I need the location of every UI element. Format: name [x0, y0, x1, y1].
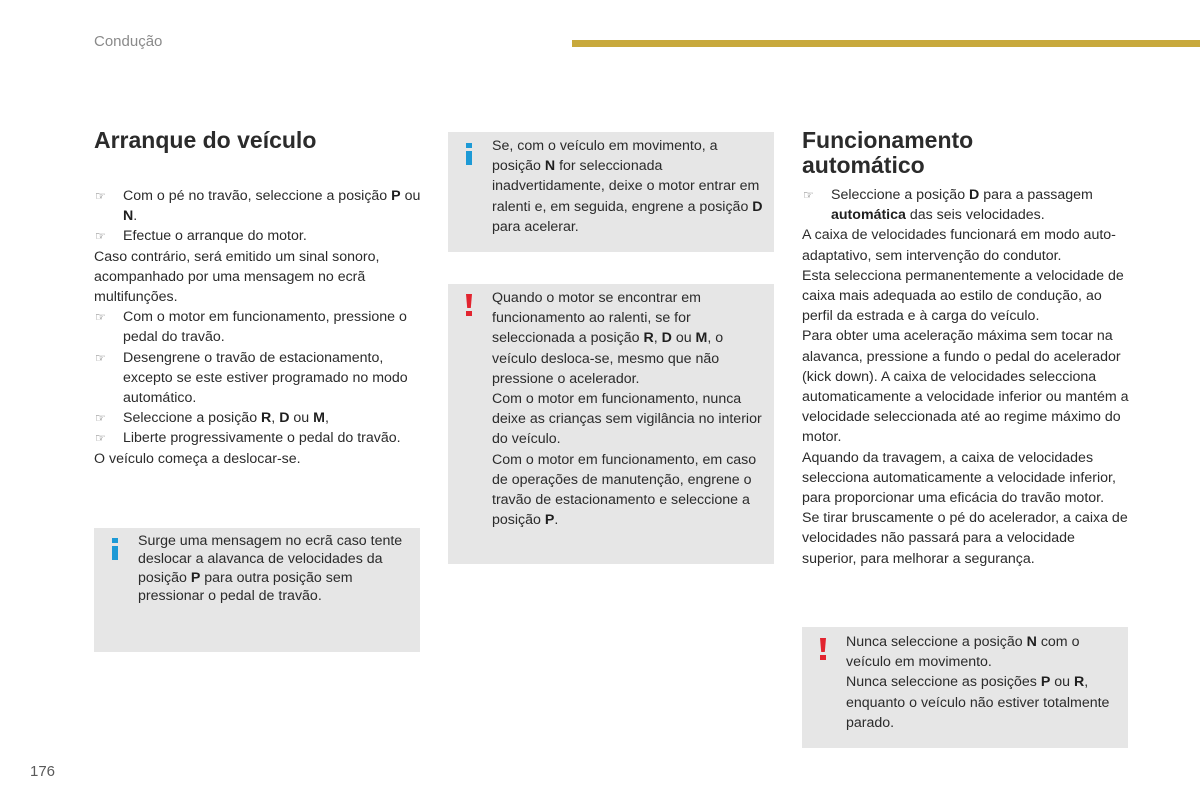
info-icon [112, 538, 118, 560]
warning-text: Nunca seleccione as posições P ou R, enquanto o veículo não estiver totalmente parado. [846, 674, 1110, 731]
warning-text: Nunca seleccione a posição N com o veículo em movimento. [846, 634, 1080, 671]
section-title-automatic: Funcionamento automático [802, 127, 974, 178]
list-item: ☞ Efectue o arranque do motor. [94, 226, 422, 246]
section-title-starting: Arranque do veículo [94, 127, 317, 153]
right-column [802, 128, 1130, 569]
paragraph: O veículo começa a deslocar-se. [94, 450, 301, 467]
finger-pointer-icon: ☞ [95, 431, 106, 446]
header-rule [572, 40, 1200, 47]
paragraph: Se tirar bruscamente o pé do acelerador, a caixa de velocidades não passará para a velocidade superior, para melhorar a segurança. [802, 510, 1128, 567]
warning-icon [820, 638, 826, 660]
info-text: Surge uma mensagem no ecrã caso tente deslocar a alavanca de velocidades da posição P para outra posição sem pressionar o pedal de travão. [138, 533, 403, 605]
warning-text: Com o motor em funcionamento, em caso de operações de manutenção, engrene o travão de estacionamento e seleccione a posição P. [492, 451, 757, 529]
list-item: ☞ Seleccione a posição D para a passagem automática das seis velocidades. [803, 187, 1093, 224]
finger-pointer-icon: ☞ [95, 350, 106, 365]
finger-pointer-icon: ☞ [95, 310, 106, 325]
warning-text: Quando o motor se encontrar em funcionamento ao ralenti, se for seleccionada a posição R, D ou M, o veículo desloca-se, mesmo que não pressione o acelerador. [492, 290, 724, 387]
list-item: ☞ Com o motor em funcionamento, pressione o pedal do travão. [95, 309, 407, 346]
paragraph: Esta selecciona permanentemente a velocidade de caixa mais adequada ao estilo de condução, ao perfil da estrada e à carga do veículo. [802, 267, 1124, 325]
left-column [94, 128, 422, 469]
info-box [448, 132, 774, 252]
list-item: ☞ Liberte progressivamente o pedal do travão. [94, 428, 422, 448]
finger-pointer-icon: ☞ [803, 188, 814, 202]
paragraph: Caso contrário, será emitido um sinal sonoro, acompanhado por uma mensagem no ecrã multifunções. [94, 248, 380, 306]
warning-box [448, 284, 774, 564]
warning-icon [466, 294, 472, 316]
finger-pointer-icon: ☞ [95, 189, 106, 203]
finger-pointer-icon: ☞ [95, 411, 106, 426]
info-box [94, 528, 420, 652]
info-text: Se, com o veículo em movimento, a posição N for seleccionada inadvertidamente, deixe o motor entrar em ralenti e, em seguida, engrene a posição D para acelerar. [492, 138, 763, 235]
paragraph: A caixa de velocidades funcionará em modo auto-adaptativo, sem intervenção do condutor. [802, 227, 1116, 264]
warning-box [802, 627, 1128, 748]
finger-pointer-icon: ☞ [95, 229, 106, 244]
list-item: ☞ Com o pé no travão, seleccione a posição P ou N. [95, 188, 421, 225]
info-icon [466, 143, 472, 165]
list-item: ☞ Seleccione a posição R, D ou M, [94, 408, 422, 428]
warning-text: Com o motor em funcionamento, nunca deixe as crianças sem vigilância no interior do veículo. [492, 391, 762, 448]
page-number: 176 [30, 763, 56, 780]
paragraph: Aquando da travagem, a caixa de velocidades selecciona automaticamente a velocidade inferior, para proporcionar uma eficácia do travão motor. [802, 449, 1116, 507]
section-label: Condução [94, 33, 163, 50]
paragraph: Para obter uma aceleração máxima sem tocar na alavanca, pressione a fundo o pedal do acelerador (kick down). A caixa de velocidades selecciona automaticamente a velocidade inferior ou mantém a velocidade seleccionada até ao regime máximo do motor. [802, 328, 1129, 446]
list-item: ☞ Desengrene o travão de estacionamento, excepto se este estiver programado no modo automático. [95, 349, 408, 407]
